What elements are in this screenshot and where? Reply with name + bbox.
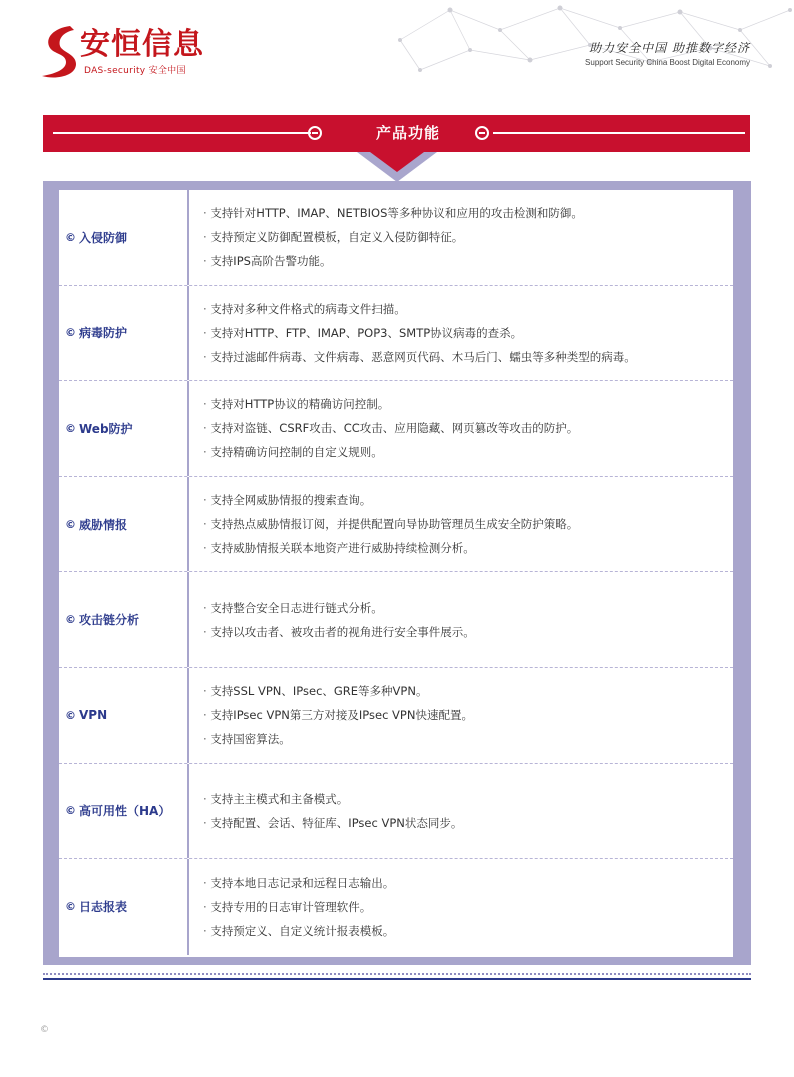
feature-description-cell [189,572,733,667]
copyright-mark: © [40,1025,49,1035]
table-row [59,381,733,477]
feature-name: Web防护 [79,421,133,436]
feature-item: · 支持主主模式和主备模式。 [203,787,733,811]
feature-description-cell [189,286,733,381]
row-bullet-icon: © [65,230,76,244]
row-bullet-icon: © [65,517,76,531]
table-row [59,572,733,668]
table-row [59,477,733,573]
table-row [59,764,733,860]
feature-item: · 支持预定义防御配置模板，自定义入侵防御特征。 [203,225,733,249]
banner-circle-right-icon [475,126,489,140]
feature-description-cell [189,477,733,572]
banner-divider-right [493,132,745,134]
row-bullet-icon: © [65,900,76,914]
feature-item: · 支持对HTTP协议的精确访问控制。 [203,392,733,416]
feature-item: · 支持威胁情报关联本地资产进行威胁持续检测分析。 [203,536,733,560]
banner-pointer-inner [370,152,424,172]
feature-name: VPN [79,708,108,723]
feature-item: · 支持整合安全日志进行链式分析。 [203,596,733,620]
row-bullet-icon: © [65,708,76,722]
section-banner [43,115,750,152]
feature-item: · 支持全网威胁情报的搜索查询。 [203,488,733,512]
feature-item: · 支持对盗链、CSRF攻击、CC攻击、应用隐藏、网页篡改等攻击的防护。 [203,416,733,440]
page-header [0,0,794,95]
row-bullet-icon: © [65,421,76,435]
feature-name: 日志报表 [79,900,128,915]
feature-label-cell [59,764,189,859]
table-row [59,190,733,286]
feature-label-cell [59,859,189,955]
row-bullet-icon: © [65,326,76,340]
section-title: 产品功能 [375,124,440,142]
table-row [59,859,733,955]
footer-divider [43,978,751,980]
feature-label-cell [59,477,189,572]
function-table [59,190,733,957]
das-security-logo-icon [40,24,82,80]
footer-dotted-divider [43,973,751,975]
slogan-chinese: 助力安全中国 助推数字经济 [589,41,750,55]
feature-item: · 支持国密算法。 [203,727,733,751]
slogan-english: Support Security China Boost Digital Economy [585,58,750,67]
feature-item: · 支持IPsec VPN第三方对接及IPsec VPN快速配置。 [203,703,733,727]
feature-label-cell [59,668,189,763]
feature-item: · 支持SSL VPN、IPsec、GRE等多种VPN。 [203,679,733,703]
feature-item: · 支持预定义、自定义统计报表模板。 [203,919,733,943]
feature-description-cell [189,859,733,955]
feature-description-cell [189,381,733,476]
feature-description-cell [189,190,733,285]
feature-item: · 支持专用的日志审计管理软件。 [203,895,733,919]
feature-name: 威胁情报 [79,517,128,532]
feature-item: · 支持热点威胁情报订阅，并提供配置向导协助管理员生成安全防护策略。 [203,512,733,536]
company-logo-subtitle: DAS-security 安全中国 [84,66,186,76]
feature-item: · 支持本地日志记录和远程日志输出。 [203,871,733,895]
feature-name: 高可用性（HA） [79,804,171,819]
table-row [59,286,733,382]
feature-item: · 支持对HTTP、FTP、IMAP、POP3、SMTP协议病毒的查杀。 [203,321,733,345]
feature-item: · 支持精确访问控制的自定义规则。 [203,440,733,464]
feature-label-cell [59,572,189,667]
table-row [59,668,733,764]
feature-item: · 支持针对HTTP、IMAP、NETBIOS等多种协议和应用的攻击检测和防御。 [203,201,733,225]
banner-circle-left-icon [308,126,322,140]
feature-label-cell [59,381,189,476]
feature-item: · 支持配置、会话、特征库、IPsec VPN状态同步。 [203,811,733,835]
feature-label-cell [59,190,189,285]
feature-description-cell [189,668,733,763]
function-table-frame [43,181,751,965]
feature-item: · 支持对多种文件格式的病毒文件扫描。 [203,297,733,321]
feature-label-cell [59,286,189,381]
feature-item: · 支持以攻击者、被攻击者的视角进行安全事件展示。 [203,620,733,644]
feature-description-cell [189,764,733,859]
feature-item: · 支持过滤邮件病毒、文件病毒、恶意网页代码、木马后门、蠕虫等多种类型的病毒。 [203,345,733,369]
feature-name: 攻击链分析 [79,613,140,628]
feature-item: · 支持IPS高阶告警功能。 [203,249,733,273]
banner-divider-left [53,132,311,134]
company-logo-text: 安恒信息 [80,27,204,62]
feature-name: 入侵防御 [79,230,128,245]
feature-name: 病毒防护 [79,326,128,341]
row-bullet-icon: © [65,804,76,818]
row-bullet-icon: © [65,613,76,627]
